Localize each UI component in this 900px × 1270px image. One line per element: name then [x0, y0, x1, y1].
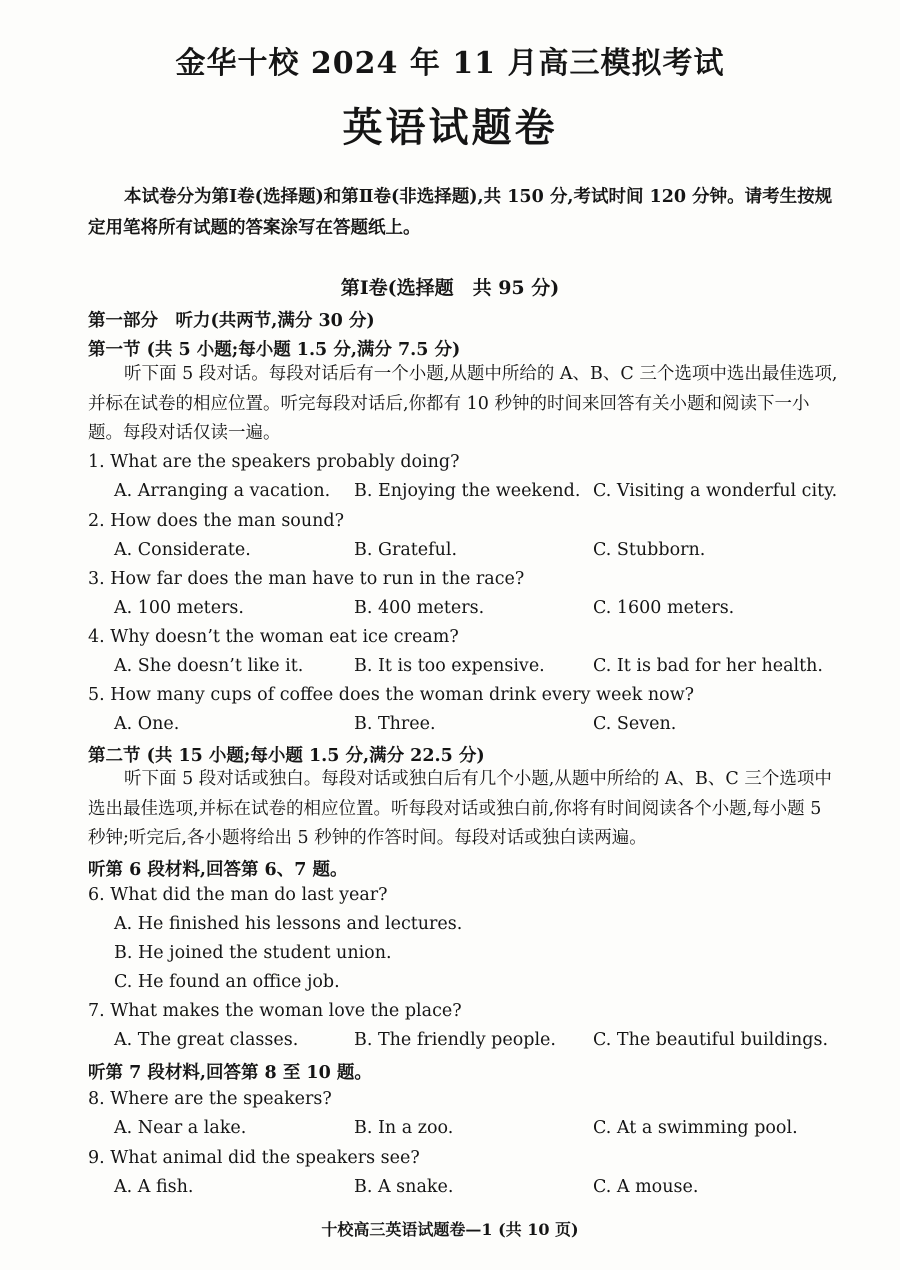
option-b: B. The friendly people.	[354, 1030, 556, 1050]
question-stem: 9. What animal did the speakers see?	[88, 1148, 420, 1168]
paper-title: 英语试题卷	[342, 104, 558, 151]
question-stem: 5. How many cups of coffee does the woman drink every week now?	[88, 685, 695, 705]
section2-instructions: 听下面 5 段对话或独白。每段对话或独白后有几个小题,从题中所给的 A、B、C 三个选项中选出最佳选项,并标在试卷的相应位置。听每段对话或独白前,你将有时间阅读各个小题,每小题 5 秒钟;听完后,各小题将给出 5 秒钟的作答时间。每段对话或独白读两遍。	[88, 769, 832, 848]
section1-title: 第一节 (共 5 小题;每小题 1.5 分,满分 7.5 分)	[88, 340, 461, 360]
option-c: C. A mouse.	[593, 1177, 699, 1197]
question-stem: 6. What did the man do last year?	[88, 885, 388, 905]
option-b: B. Grateful.	[354, 540, 458, 560]
section2-title: 第二节 (共 15 小题;每小题 1.5 分,满分 22.5 分)	[88, 746, 485, 766]
option-b: B. Enjoying the weekend.	[354, 481, 581, 501]
material-6-heading: 听第 6 段材料,回答第 6、7 题。	[88, 860, 348, 880]
material-7-heading: 听第 7 段材料,回答第 8 至 10 题。	[88, 1063, 372, 1083]
option-b: B. 400 meters.	[354, 598, 485, 618]
option-b: B. A snake.	[354, 1177, 454, 1197]
question-stem: 8. Where are the speakers?	[88, 1089, 332, 1109]
option-c: C. The beautiful buildings.	[593, 1030, 829, 1050]
option-b: B. Three.	[354, 714, 436, 734]
question-stem: 3. How far does the man have to run in the race?	[88, 569, 525, 589]
option-c: C. Seven.	[593, 714, 677, 734]
part1-title: 第一部分 听力(共两节,满分 30 分)	[88, 311, 375, 331]
question-stem: 7. What makes the woman love the place?	[88, 1001, 462, 1021]
section1-instructions: 听下面 5 段对话。每段对话后有一个小题,从题中所给的 A、B、C 三个选项中选出最佳选项,并标在试卷的相应位置。听完每段对话后,你都有 10 秒钟的时间来回答有关小题和阅读下一小题。每段对话仅读一遍。	[88, 364, 838, 443]
option-c: C. At a swimming pool.	[593, 1118, 798, 1138]
exam-instructions: 本试卷分为第Ⅰ卷(选择题)和第Ⅱ卷(非选择题),共 150 分,考试时间 120 分钟。请考生按规定用笔将所有试题的答案涂写在答题纸上。	[88, 187, 833, 238]
option-c: C. Stubborn.	[593, 540, 706, 560]
option-a: A. She doesn’t like it.	[114, 656, 304, 676]
option-a: A. Considerate.	[114, 540, 251, 560]
option-a: A. He finished his lessons and lectures.	[114, 914, 463, 934]
exam-title: 金华十校 2024 年 11 月高三模拟考试	[175, 46, 725, 81]
option-b: B. In a zoo.	[354, 1118, 454, 1138]
option-c: C. It is bad for her health.	[593, 656, 823, 676]
option-a: A. Arranging a vacation.	[114, 481, 331, 501]
option-b: B. He joined the student union.	[114, 943, 392, 963]
option-c: C. He found an office job.	[114, 972, 340, 992]
question-stem: 2. How does the man sound?	[88, 511, 344, 531]
option-a: A. One.	[114, 714, 180, 734]
option-a: A. 100 meters.	[114, 598, 244, 618]
page-footer: 十校高三英语试题卷—1 (共 10 页)	[321, 1220, 579, 1239]
question-stem: 1. What are the speakers probably doing?	[88, 452, 460, 472]
option-c: C. Visiting a wonderful city.	[593, 481, 838, 501]
option-a: A. The great classes.	[114, 1030, 299, 1050]
option-c: C. 1600 meters.	[593, 598, 735, 618]
volume-title: 第Ⅰ卷(选择题 共 95 分)	[340, 277, 560, 299]
question-stem: 4. Why doesn’t the woman eat ice cream?	[88, 627, 459, 647]
option-b: B. It is too expensive.	[354, 656, 545, 676]
option-a: A. A fish.	[114, 1177, 194, 1197]
option-a: A. Near a lake.	[114, 1118, 247, 1138]
